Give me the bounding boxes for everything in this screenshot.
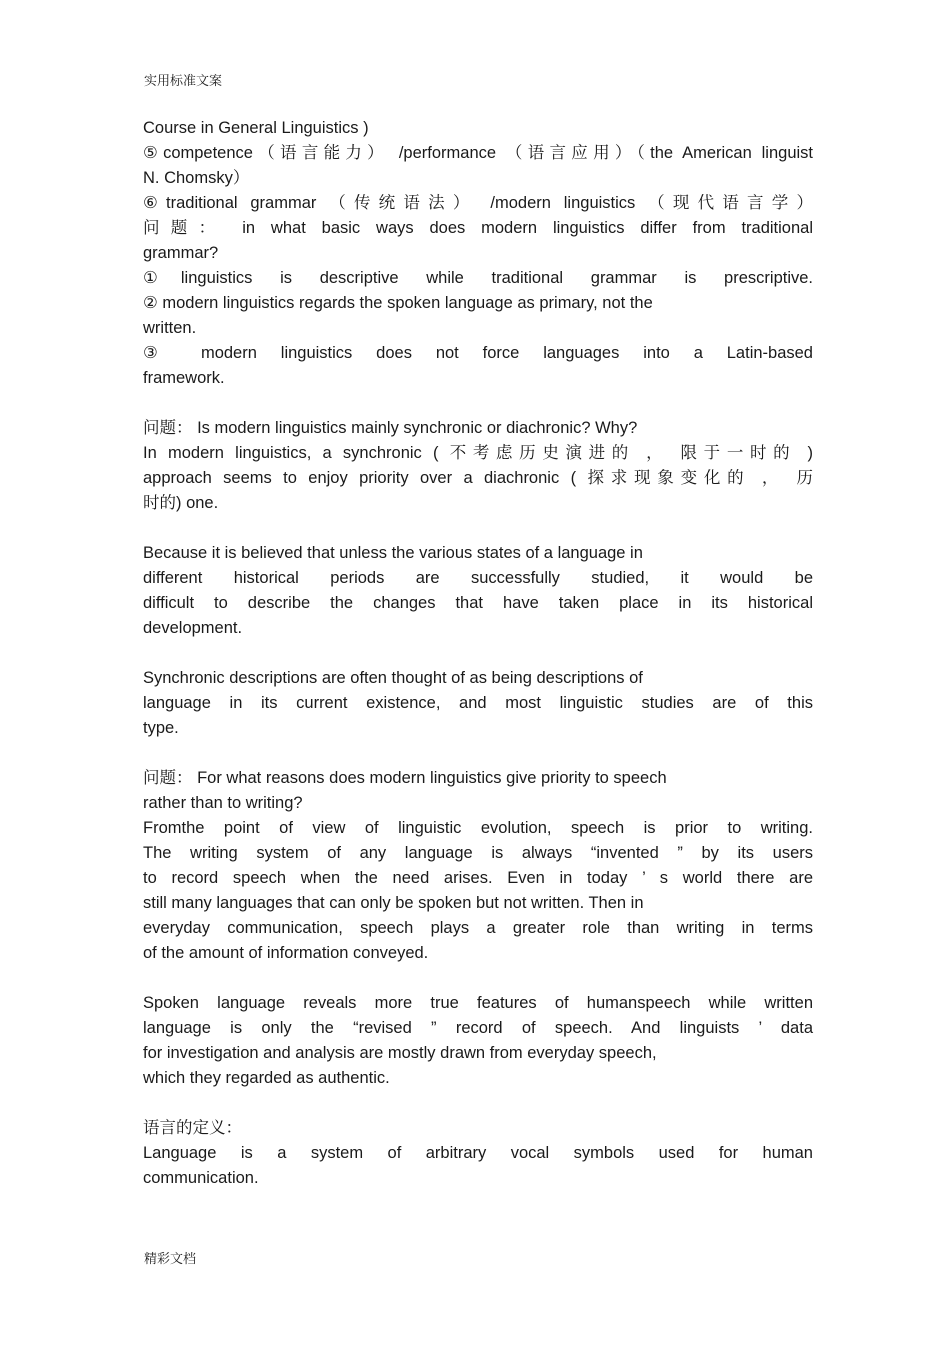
paragraph-gap: [143, 641, 813, 666]
page-header: 实用标准文案: [144, 74, 223, 89]
text-line: language in its current existence, and most linguistic studies are of this: [143, 694, 813, 712]
text-line: to record speech when the need arises. Even in today ’ s world there are: [143, 869, 813, 887]
text-line: Language is a system of arbitrary vocal symbols used for human: [143, 1144, 813, 1162]
text-line: ⑤competence（语言能力） /performance （语言应用）（the American linguist: [143, 144, 813, 162]
text-line: Fromthe point of view of linguistic evolution, speech is prior to writing.: [143, 819, 813, 837]
text-line: written.: [143, 319, 197, 337]
text-line: N. Chomsky）: [143, 169, 250, 187]
text-line: of the amount of information conveyed.: [143, 944, 429, 962]
text-line: language is only the “revised ” record of speech. And linguists ’ data: [143, 1019, 813, 1037]
text-line: development.: [143, 619, 243, 637]
paragraph-gap: [143, 516, 813, 541]
paragraph-gap: [143, 966, 813, 991]
text-line: type.: [143, 719, 179, 737]
text-line: still many languages that can only be spoken but not written. Then in: [143, 894, 644, 912]
text-line: framework.: [143, 369, 225, 387]
document-body: [143, 116, 813, 1191]
text-line: ③ modern linguistics does not force languages into a Latin-based: [143, 344, 813, 362]
text-line: 问题： For what reasons does modern linguistics give priority to speech: [143, 769, 667, 787]
text-line: 问题： Is modern linguistics mainly synchronic or diachronic? Why?: [143, 419, 638, 437]
text-line: rather than to writing?: [143, 794, 303, 812]
text-line: Because it is believed that unless the various states of a language in: [143, 544, 643, 562]
text-line: 时的) one.: [143, 494, 219, 512]
text-line: 问题： in what basic ways does modern linguistics differ from traditional: [143, 219, 813, 237]
paragraph-gap: [143, 1091, 813, 1116]
text-line: Course in General Linguistics ): [143, 119, 369, 137]
text-line: communication.: [143, 1169, 259, 1187]
text-line: ⑥traditional grammar （传统语法） /modern linguistics （现代语言学）: [143, 194, 813, 212]
text-line: everyday communication, speech plays a greater role than writing in terms: [143, 919, 813, 937]
page-footer: 精彩文档: [144, 1252, 197, 1267]
text-line: approach seems to enjoy priority over a diachronic ( 探求现象变化的 ， 历: [143, 469, 813, 487]
text-line: grammar?: [143, 244, 219, 262]
text-line: difficult to describe the changes that have taken place in its historical: [143, 594, 813, 612]
text-line: The writing system of any language is always “invented ” by its users: [143, 844, 813, 862]
paragraph-gap: [143, 391, 813, 416]
text-line: Spoken language reveals more true features of humanspeech while written: [143, 994, 813, 1012]
text-line: which they regarded as authentic.: [143, 1069, 390, 1087]
text-line: Synchronic descriptions are often thought of as being descriptions of: [143, 669, 643, 687]
text-line: ①linguistics is descriptive while traditional grammar is prescriptive.: [143, 269, 813, 287]
text-line: for investigation and analysis are mostly drawn from everyday speech,: [143, 1044, 657, 1062]
text-line: ② modern linguistics regards the spoken language as primary, not the: [143, 294, 653, 312]
text-line: In modern linguistics, a synchronic ( 不考虑历史演进的 ， 限于一时的 ): [143, 444, 813, 462]
paragraph-gap: [143, 741, 813, 766]
text-line: 语言的定义：: [143, 1119, 242, 1137]
text-line: different historical periods are successfully studied, it would be: [143, 569, 813, 587]
